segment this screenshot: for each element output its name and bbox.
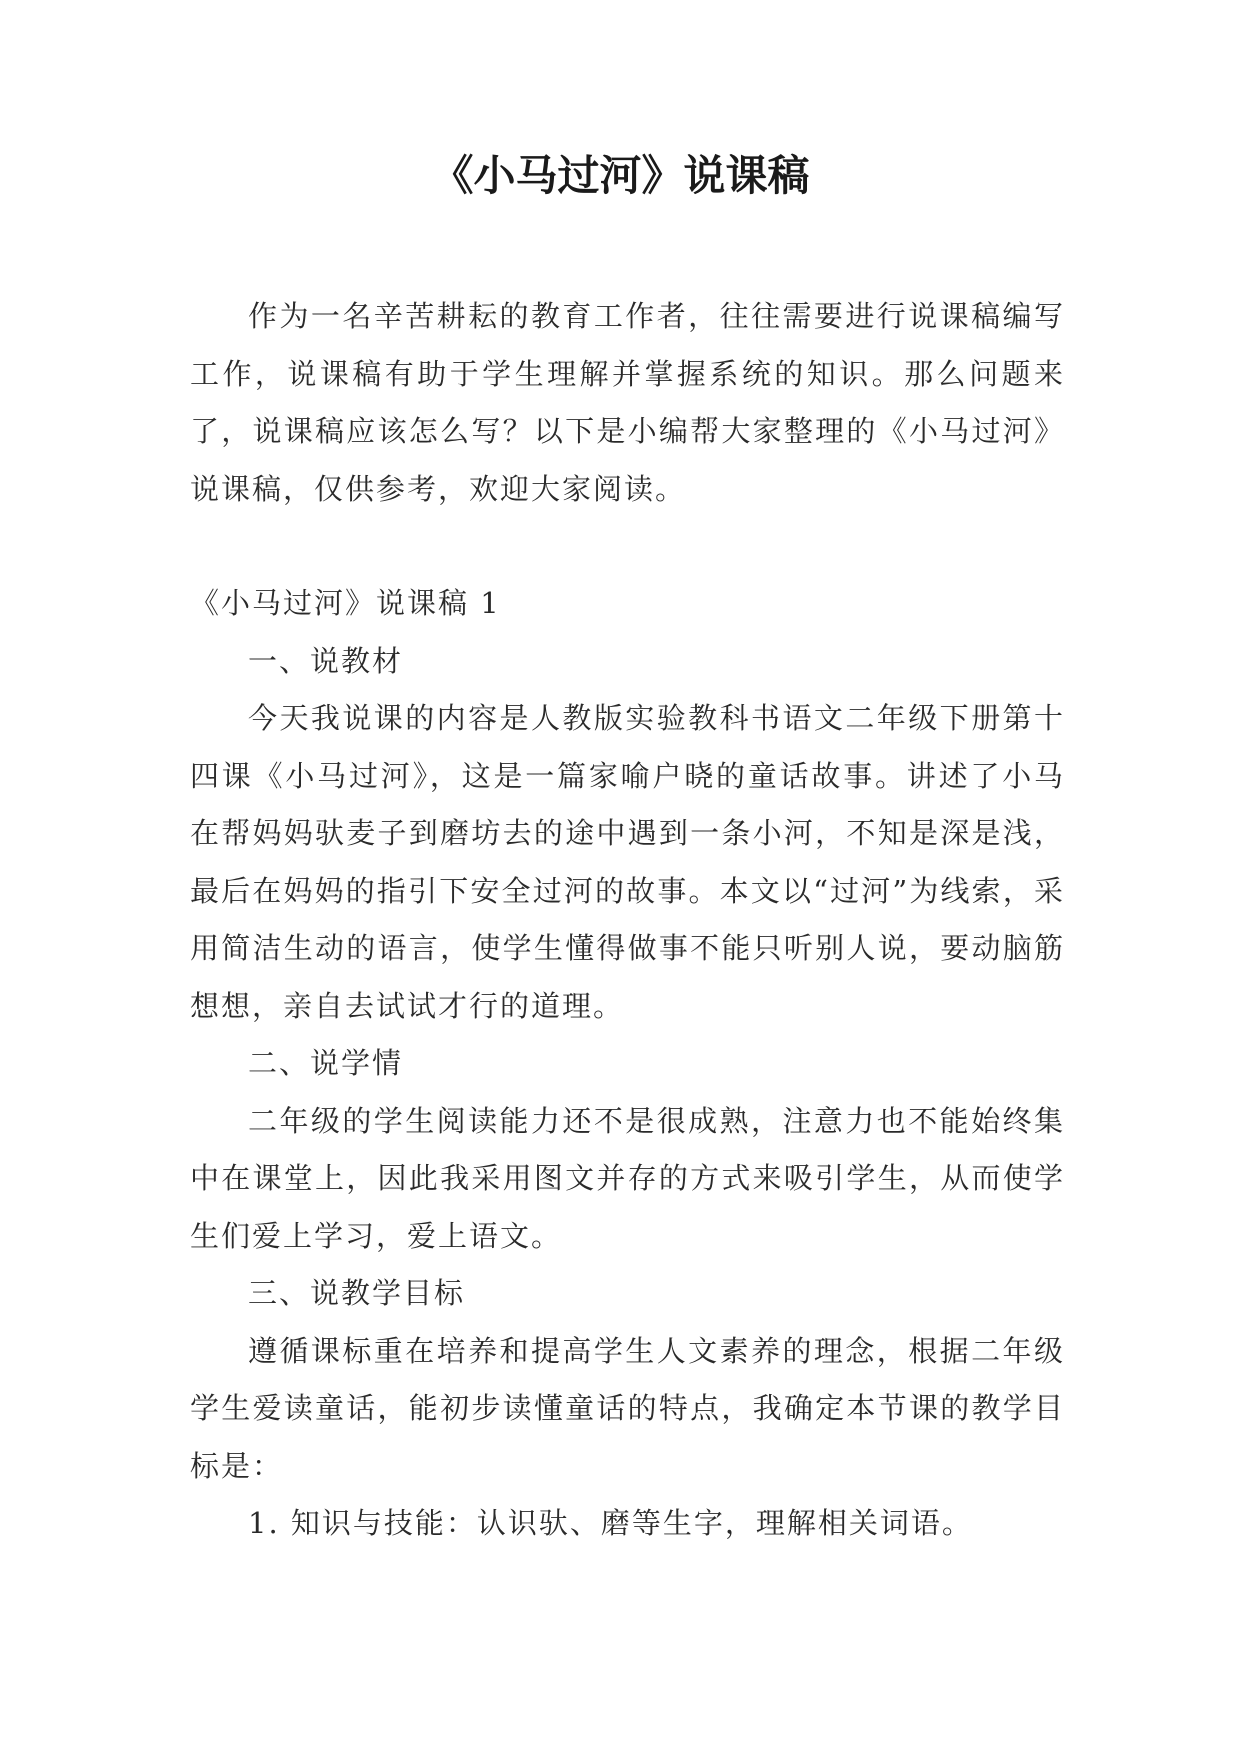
subheading-textbook: 一、说教材 <box>248 643 404 678</box>
subheading-objectives: 三、说教学目标 <box>248 1276 466 1310</box>
objective-item-1: 1. 知识与技能：认识驮、磨等生字，理解相关词语。 <box>248 1506 973 1540</box>
paragraph-objectives: 遵循课标重在培养和提高学生人文素养的理念，根据二年级学生爱读童话，能初步读懂童话的特点，我确定本节课的教学目标是： <box>190 1333 1065 1483</box>
section-heading: 《小马过河》说课稿 1 <box>190 586 501 620</box>
intro-paragraph: 作为一名辛苦耕耘的教育工作者，往往需要进行说课稿编写工作，说课稿有助于学生理解并掌握系统的知识。那么问题来了，说课稿应该怎么写？以下是小编帮大家整理的《小马过河》说课稿，仅供参考，欢迎大家阅读。 <box>190 299 1065 506</box>
paragraph-students: 二年级的学生阅读能力还不是很成熟，注意力也不能始终集中在课堂上，因此我采用图文并存的方式来吸引学生，从而使学生们爱上学习，爱上语文。 <box>190 1103 1065 1253</box>
document-body <box>190 288 1065 1553</box>
subheading-students: 二、说学情 <box>248 1046 404 1080</box>
document-title: 《小马过河》说课稿 <box>431 151 810 200</box>
paragraph-textbook: 今天我说课的内容是人教版实验教科书语文二年级下册第十四课《小马过河》，这是一篇家喻户晓的童话故事。讲述了小马在帮妈妈驮麦子到磨坊去的途中遇到一条小河，不知是深是浅，最后在妈妈的指引下安全过河的故事。本文以“过河”为线索，采用简洁生动的语言，使学生懂得做事不能只听别人说，要动脑筋想想，亲自去试试才行的道理。 <box>190 701 1065 1023</box>
